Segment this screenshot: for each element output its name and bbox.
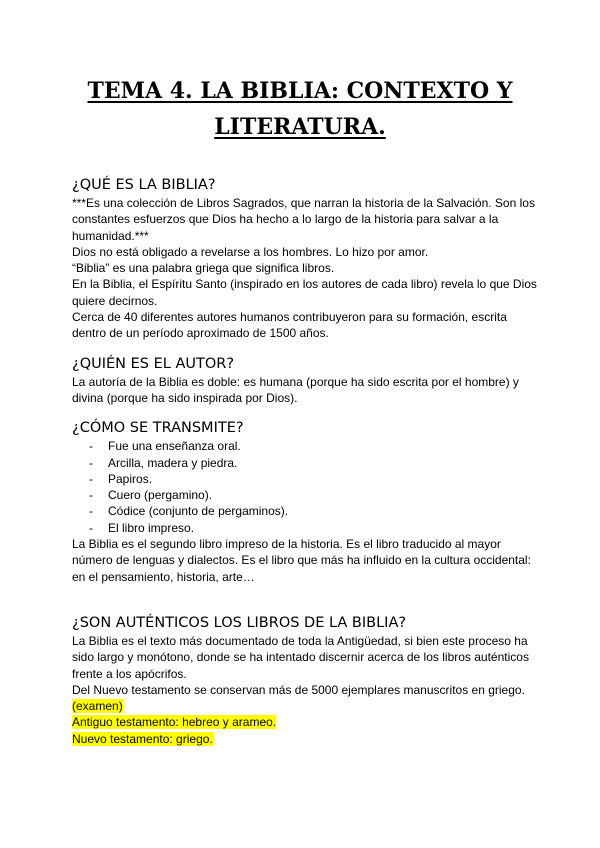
highlighted-line: [72, 731, 542, 747]
section-autenticos: [72, 613, 542, 747]
list-item: - Papiros.: [72, 471, 542, 487]
document-title: [60, 73, 540, 145]
list-item: - Fue una enseñanza oral.: [72, 438, 542, 454]
title-line-2: LITERATURA.: [214, 114, 386, 140]
highlighted-line: [72, 698, 542, 714]
list-item: - Arcilla, madera y piedra.: [72, 455, 542, 471]
paragraph: Dios no está obligado a revelarse a los hombres. Lo hizo por amor.: [72, 244, 429, 259]
transmission-list: [72, 438, 542, 536]
paragraph: Cerca de 40 diferentes autores humanos contribuyeron para su formación, escrita dentro de un período aproximado de 1500 años.: [72, 310, 507, 341]
paragraph: Del Nuevo testamento se conservan más de 5000 ejemplares manuscritos en griego.: [72, 682, 525, 697]
paragraph: ***Es una colección de Libros Sagrados, que narran la historia de la Salvación. Son los constantes esfuerzos que Dios ha hecho a lo largo de la historia para salvar a la humanidad.***: [72, 196, 535, 243]
highlighted-text: Antiguo testamento: hebreo y arameo.: [72, 715, 277, 730]
list-item: - Cuero (pergamino).: [72, 487, 542, 503]
paragraph: La Biblia es el texto más documentado de toda la Antigüedad, si bien este proceso ha sido largo y monótono, donde se ha intentado discernir acerca de los libros auténticos frente a los apócrifos.: [72, 633, 529, 681]
highlighted-text: Nuevo testamento: griego.: [72, 731, 213, 746]
section-autor: [72, 354, 542, 407]
section-heading: ¿QUIÉN ES EL AUTOR?: [72, 355, 235, 372]
section-heading: ¿QUÉ ES LA BIBLIA?: [72, 177, 216, 193]
paragraph: “Biblia” es una palabra griega que significa libros.: [72, 261, 335, 276]
section-que-es: [72, 175, 542, 342]
highlighted-line: [72, 714, 542, 730]
section-transmite: [72, 418, 542, 585]
paragraph: La autoría de la Biblia es doble: es humana (porque ha sido escrita por el hombre) y divina (porque ha sido inspirada por Dios).: [72, 374, 519, 405]
section-heading: ¿CÓMO SE TRANSMITE?: [72, 420, 244, 437]
paragraph: La Biblia es el segundo libro impreso de la historia. Es el libro traducido al mayor número de lenguas y dialectos. Es el libro que más ha influido en la cultura occidental: en el pensamiento, historia, arte…: [72, 537, 531, 584]
highlighted-text: (examen): [72, 699, 123, 714]
document-body: [72, 175, 542, 747]
section-heading: ¿SON AUTÉNTICOS LOS LIBROS DE LA BIBLIA?: [72, 614, 407, 631]
title-line-1: TEMA 4. LA BIBLIA: CONTEXTO Y: [87, 78, 513, 104]
paragraph: En la Biblia, el Espíritu Santo (inspirado en los autores de cada libro) revela lo que Dios quiere decirnos.: [72, 277, 537, 308]
list-item: - Códice (conjunto de pergaminos).: [72, 503, 542, 519]
list-item: - El libro impreso.: [72, 520, 542, 536]
